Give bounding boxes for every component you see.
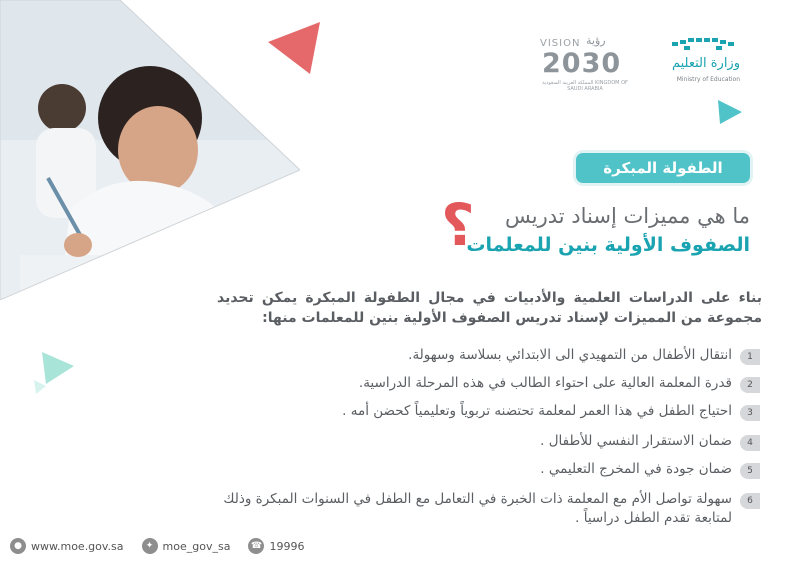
item-text: احتياج الطفل في هذا العمر لمعلمة تحتضنه تربوياً وتعليمياً كحضن أمه . [342, 403, 732, 419]
mint-triangle-shape [42, 352, 74, 384]
child-writing-photo [0, 0, 300, 300]
item-number: 6 [740, 493, 760, 509]
item-text: سهولة تواصل الأم مع المعلمة ذات الخبرة في التعامل مع الطفل في السنوات المبكرة وذلك لمتابعة تقدم الطفل دراسياً . [223, 491, 732, 526]
intro-paragraph: بناء على الدراسات العلمية والأدبيات في مجال الطفولة المبكرة يمكن تحديد مجموعة من المميزات لإسناد تدريس الصفوف الأولية بنين للمعلمات منها: [217, 290, 762, 326]
question-mark-icon: ؟ [441, 191, 475, 259]
ministry-logo [640, 36, 750, 96]
item-number: 2 [740, 377, 760, 393]
item-number: 4 [740, 435, 760, 451]
heading-line-1: ما هي مميزات إسناد تدريس [505, 204, 750, 228]
website-text: www.moe.gov.sa [31, 539, 124, 553]
globe-icon: ● [10, 538, 26, 554]
list-item [342, 402, 760, 421]
item-number: 1 [740, 349, 760, 365]
item-text: انتقال الأطفال من التمهيدي الى الابتدائي بسلاسة وسهولة. [408, 347, 732, 363]
item-number: 3 [740, 405, 760, 421]
item-text: ضمان جودة في المخرج التعليمي . [540, 461, 732, 477]
ministry-emblem-icon [670, 36, 740, 52]
vision-2030-logo [540, 32, 630, 92]
item-text: قدرة المعلمة العالية على احتواء الطالب في هذه المرحلة الدراسية. [358, 375, 732, 391]
category-tag: الطفولة المبكرة [576, 153, 750, 183]
list-item [540, 432, 760, 451]
footer [10, 538, 322, 554]
vision-year: 2030 [542, 48, 622, 79]
list-item [200, 490, 760, 528]
twitter-link[interactable] [142, 538, 231, 554]
phone-icon: ☎ [248, 538, 264, 554]
item-text: ضمان الاستقرار النفسي للأطفال . [540, 433, 732, 449]
list-item [540, 460, 760, 479]
vision-word: VISION [540, 38, 581, 49]
phone-number: 19996 [269, 539, 305, 553]
website-link[interactable] [10, 538, 124, 554]
vision-subtitle: المملكة العربية السعودية KINGDOM OF SAUDI ARABIA [542, 80, 628, 92]
item-number: 5 [740, 463, 760, 479]
vision-arabic: رؤية [586, 34, 606, 47]
twitter-handle: moe_gov_sa [162, 539, 231, 553]
mint-small-triangle-shape [34, 380, 46, 394]
twitter-icon: ✦ [142, 538, 158, 554]
ministry-name-english: Ministry of Education [676, 76, 740, 83]
phone-info [248, 538, 304, 554]
list-item [359, 374, 760, 393]
list-item [408, 346, 760, 365]
ministry-name-arabic: وزارة التعليم [671, 56, 740, 71]
teal-triangle-shape [718, 100, 742, 124]
heading-line-2: الصفوف الأولية بنين للمعلمات [466, 234, 750, 256]
